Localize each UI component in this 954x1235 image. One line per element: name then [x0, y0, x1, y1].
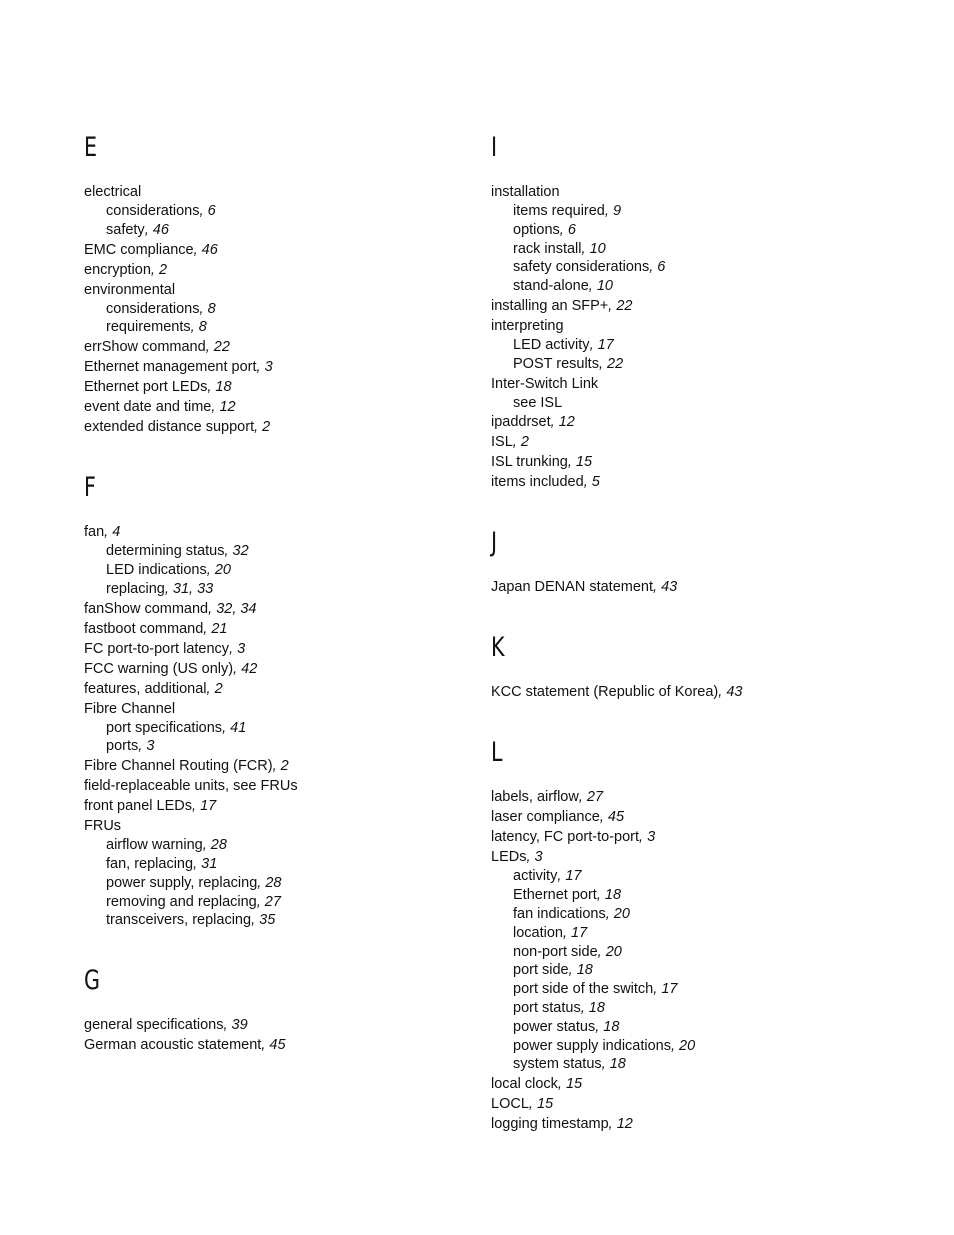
entry-term: labels, airflow [491, 789, 579, 806]
index-entry [491, 316, 911, 336]
index-entry: general specifications, 39 [84, 1017, 248, 1034]
entry-term: fan, replacing [106, 855, 194, 872]
index-entry: FCC warning (US only), 42 [84, 660, 258, 677]
entry-term: power supply indications [513, 1037, 671, 1054]
entry-page-ref[interactable]: 28 [210, 837, 227, 854]
index-subentry: POST results, 22 [513, 355, 624, 372]
entry-page-ref[interactable]: 3 [647, 829, 656, 846]
index-entry [84, 280, 464, 300]
index-subentry: determining status, 32 [106, 543, 249, 560]
index-subentry: port specifications, 41 [106, 719, 247, 736]
index-column-left [84, 130, 464, 1088]
entry-page-ref[interactable]: 45 [269, 1037, 286, 1054]
index-entry: FC port-to-port latency, 3 [84, 640, 246, 657]
entry-term: KCC statement (Republic of Korea) [491, 684, 719, 701]
index-section-i [491, 130, 911, 492]
entry-term: latency, FC port-to-port [491, 829, 640, 846]
section-letter: F [84, 472, 96, 504]
entry-page-ref[interactable]: 28 [265, 874, 282, 891]
index-section-f [84, 470, 464, 930]
entry-page-ref[interactable]: 4 [112, 524, 121, 541]
section-letter: K [491, 632, 505, 664]
entry-page-ref[interactable]: 17 [661, 981, 678, 998]
entry-page-ref[interactable]: 18 [215, 379, 232, 396]
entry-term: ISL [491, 434, 513, 451]
index-section-l [491, 735, 911, 1134]
section-letter: L [491, 737, 503, 769]
entry-page-ref[interactable]: 15 [575, 454, 593, 471]
entry-term: items required [513, 203, 605, 219]
index-section-e [84, 130, 464, 437]
entry-page-ref[interactable]: 35 [259, 912, 276, 929]
entry-term: items included [491, 474, 584, 491]
index-entry [84, 776, 464, 796]
index-subentry: replacing, 31, 33 [106, 580, 214, 597]
index-entry: labels, airflow, 27 [491, 789, 604, 806]
entry-page-ref[interactable]: 31, 33 [172, 580, 214, 597]
entry-term: considerations [106, 203, 200, 219]
entry-page-ref[interactable]: 10 [589, 240, 606, 257]
index-entry: Ethernet management port, 3 [84, 359, 273, 376]
index-subentry: port side, 18 [513, 962, 593, 979]
entry-term: removing and replacing [106, 893, 257, 910]
entry-term: port side of the switch [513, 981, 654, 998]
entry-page-ref[interactable]: 5 [591, 474, 600, 491]
entry-term: fanShow command [84, 600, 209, 617]
index-entry: KCC statement (Republic of Korea), 43 [491, 684, 743, 701]
index-subentry: ports, 3 [106, 738, 155, 755]
entry-page-ref[interactable]: 3 [146, 738, 155, 755]
index-entry: ISL, 2 [491, 434, 529, 451]
index-entry: extended distance support, 2 [84, 419, 271, 436]
index-section-k [491, 630, 911, 702]
entry-page-ref[interactable]: 17 [200, 798, 217, 815]
entry-term: safety considerations [513, 259, 650, 276]
entry-page-ref[interactable]: 10 [596, 278, 613, 295]
index-entry [491, 374, 911, 394]
entry-term: local clock [491, 1076, 558, 1093]
index-subentry [491, 394, 911, 413]
index-subentry: location, 17 [513, 924, 588, 941]
entry-term: power status [513, 1018, 596, 1035]
index-entry: logging timestamp, 12 [491, 1116, 633, 1133]
entry-term: fan [84, 524, 105, 541]
entry-term: Ethernet port [513, 887, 597, 904]
index-entry [84, 699, 464, 719]
entry-page-ref[interactable]: 18 [609, 1056, 626, 1073]
index-entry: latency, FC port-to-port, 3 [491, 829, 656, 846]
entry-page-ref[interactable]: 6 [567, 221, 576, 238]
index-subentry: LED indications, 20 [106, 561, 231, 578]
entry-term: stand-alone [513, 278, 589, 295]
index-subentry: airflow warning, 28 [106, 837, 227, 854]
entry-page-ref[interactable]: 46 [201, 241, 218, 258]
entry-page-ref[interactable]: 2 [280, 758, 289, 775]
index-subentry: Ethernet port, 18 [513, 887, 622, 904]
index-entry: installing an SFP+, 22 [491, 297, 633, 314]
entry-page-ref[interactable]: 9 [612, 203, 622, 219]
index-entry: LEDs, 3 [491, 849, 543, 866]
entry-term: ports [106, 738, 139, 755]
section-letter: I [491, 132, 498, 163]
index-subentry: fan indications, 20 [513, 905, 630, 922]
entry-page-ref[interactable]: 21 [211, 620, 228, 637]
entry-page-ref[interactable]: 6 [657, 259, 666, 276]
entry-page-ref[interactable]: 18 [604, 887, 622, 904]
entry-page-ref[interactable]: 12 [616, 1116, 633, 1133]
entry-term: environmental [84, 281, 176, 298]
entry-term: fan indications [513, 905, 606, 922]
entry-term: fastboot command [84, 620, 204, 637]
entry-term: FRUs [84, 818, 122, 835]
entry-page-ref[interactable]: 18 [576, 962, 593, 979]
entry-term: FCC warning (US only) [84, 660, 234, 677]
entry-term: requirements [106, 319, 191, 336]
index-entry: fastboot command, 21 [84, 620, 228, 637]
entry-term: logging timestamp [491, 1116, 609, 1133]
entry-page-ref[interactable]: 8 [198, 319, 207, 336]
entry-term: general specifications [84, 1017, 224, 1034]
entry-page-ref[interactable]: 17 [597, 336, 614, 353]
entry-page-ref[interactable]: 22 [616, 297, 633, 314]
entry-page-ref[interactable]: 17 [571, 924, 588, 941]
index-entry: EMC compliance, 46 [84, 241, 218, 258]
entry-page-ref[interactable]: 20 [605, 943, 622, 960]
entry-page-ref[interactable]: 15 [536, 1096, 554, 1113]
index-subentry: stand-alone, 10 [513, 278, 613, 295]
entry-term: encryption [84, 261, 151, 278]
index-subentry: rack install, 10 [513, 240, 606, 257]
entry-page-ref[interactable]: 2 [262, 419, 271, 436]
entry-page-ref[interactable]: 8 [207, 300, 216, 317]
entry-term: port side [513, 962, 569, 979]
index-subentry: power supply, replacing, 28 [106, 874, 282, 891]
entry-page-ref[interactable]: 12 [219, 399, 236, 416]
entry-page-ref[interactable]: 12 [558, 414, 575, 431]
entry-term: event date and time [84, 399, 212, 416]
index-subentry: options, 6 [513, 221, 576, 238]
index-column-right [491, 130, 911, 1167]
index-entry: features, additional, 2 [84, 680, 223, 697]
index-entry: encryption, 2 [84, 261, 168, 278]
entry-page-ref[interactable]: 20 [214, 561, 231, 578]
entry-term: replacing [106, 580, 165, 597]
index-entry: Fibre Channel Routing (FCR), 2 [84, 758, 289, 775]
entry-term: POST results [513, 355, 599, 372]
entry-term: Inter-Switch Link [491, 375, 599, 392]
index-entry: fan, 4 [84, 524, 121, 541]
entry-term: electrical [84, 184, 142, 200]
entry-term: safety [106, 221, 145, 238]
entry-term: errShow command [84, 339, 206, 356]
entry-page-ref[interactable]: 18 [588, 999, 605, 1016]
entry-term: interpreting [491, 317, 564, 334]
index-entry: errShow command, 22 [84, 339, 230, 356]
entry-term: front panel LEDs [84, 798, 193, 815]
index-subentry: safety considerations, 6 [513, 259, 666, 276]
entry-term: installation [491, 184, 560, 200]
index-entry: Ethernet port LEDs, 18 [84, 379, 232, 396]
index-subentry: LED activity, 17 [513, 336, 614, 353]
index-subentry: considerations, 8 [106, 300, 216, 317]
index-entry: items included, 5 [491, 474, 600, 491]
index-section-j [491, 525, 911, 597]
entry-term: field-replaceable units, see FRUs [84, 778, 298, 795]
entry-page-ref[interactable]: 18 [603, 1018, 620, 1035]
entry-term: extended distance support [84, 419, 255, 436]
index-entry: front panel LEDs, 17 [84, 798, 217, 815]
entry-page-ref[interactable]: 45 [607, 809, 625, 826]
index-entry: LOCL, 15 [491, 1096, 554, 1113]
entry-page-ref[interactable]: 46 [152, 221, 169, 238]
entry-page-ref[interactable]: 27 [586, 789, 604, 806]
index-subentry: requirements, 8 [106, 319, 207, 336]
entry-term: LED activity [513, 336, 590, 353]
entry-page-ref[interactable]: 42 [241, 660, 258, 677]
index-entry [84, 182, 464, 202]
index-subentry: non-port side, 20 [513, 943, 622, 960]
entry-term: transceivers, replacing [106, 912, 252, 929]
entry-term: see ISL [513, 394, 563, 411]
index-subentry: port side of the switch, 17 [513, 981, 678, 998]
section-letter: J [491, 527, 498, 559]
entry-term: installing an SFP+ [491, 297, 609, 314]
entry-term: airflow warning [106, 837, 203, 854]
entry-term: Fibre Channel Routing (FCR) [84, 758, 273, 775]
entry-term: rack install [513, 240, 582, 257]
entry-term: activity [513, 868, 558, 885]
entry-term: Ethernet management port [84, 359, 257, 376]
entry-term: ISL trunking [491, 454, 568, 471]
entry-page-ref[interactable]: 32 [232, 543, 249, 560]
index-subentry: removing and replacing, 27 [106, 893, 281, 910]
entry-term: features, additional [84, 680, 207, 697]
entry-page-ref[interactable]: 6 [207, 203, 216, 219]
entry-page-ref[interactable]: 41 [230, 719, 247, 736]
index-subentry: fan, replacing, 31 [106, 855, 218, 872]
entry-page-ref[interactable]: 17 [565, 868, 582, 885]
index-subentry: safety, 46 [106, 221, 169, 238]
entry-term: options [513, 221, 560, 238]
entry-page-ref[interactable]: 3 [264, 359, 273, 376]
entry-page-ref[interactable]: 3 [237, 640, 246, 657]
entry-term: German acoustic statement [84, 1037, 262, 1054]
entry-term: EMC compliance [84, 241, 194, 258]
index-entry: laser compliance, 45 [491, 809, 625, 826]
index-entry [84, 816, 464, 836]
index-subentry: considerations, 6 [106, 203, 216, 219]
index-subentry: transceivers, replacing, 35 [106, 912, 276, 929]
section-letter: G [84, 965, 101, 997]
index-subentry: items required, 9 [513, 203, 622, 219]
entry-page-ref[interactable]: 2 [158, 261, 168, 278]
entry-page-ref[interactable]: 22 [213, 339, 230, 356]
entry-page-ref[interactable]: 3 [534, 849, 543, 866]
index-subentry: power supply indications, 20 [513, 1037, 696, 1054]
entry-term: port status [513, 999, 581, 1016]
entry-term: port specifications [106, 719, 223, 736]
entry-page-ref[interactable]: 39 [231, 1017, 248, 1034]
entry-page-ref[interactable]: 20 [613, 905, 630, 922]
entry-term: LEDs [491, 849, 527, 866]
entry-page-ref[interactable]: 31 [201, 855, 218, 872]
index-subentry: system status, 18 [513, 1056, 626, 1073]
entry-term: FC port-to-port latency [84, 640, 230, 657]
entry-term: power supply, replacing [106, 874, 258, 891]
entry-term: Japan DENAN statement [491, 579, 653, 596]
entry-page-ref[interactable]: 43 [726, 684, 743, 701]
index-entry: ISL trunking, 15 [491, 454, 593, 471]
entry-page-ref[interactable]: 27 [264, 893, 281, 910]
index-entry: event date and time, 12 [84, 399, 236, 416]
entry-page-ref[interactable]: 2 [520, 434, 529, 451]
section-letter: E [84, 132, 98, 163]
entry-page-ref[interactable]: 32, 34 [216, 600, 257, 617]
entry-term: Fibre Channel [84, 700, 176, 717]
entry-term: determining status [106, 543, 225, 560]
entry-term: LED indications [106, 561, 207, 578]
index-entry: fanShow command, 32, 34 [84, 600, 257, 617]
index-section-g [84, 963, 464, 1055]
entry-page-ref[interactable]: 43 [661, 579, 678, 596]
entry-term: non-port side [513, 943, 598, 960]
index-entry [491, 182, 911, 202]
entry-term: LOCL [491, 1096, 529, 1113]
entry-page-ref[interactable]: 2 [214, 680, 223, 697]
entry-page-ref[interactable]: 20 [679, 1037, 696, 1054]
index-subentry: port status, 18 [513, 999, 605, 1016]
index-subentry: power status, 18 [513, 1018, 620, 1035]
entry-term: laser compliance [491, 809, 600, 826]
entry-term: location [513, 924, 563, 941]
entry-term: considerations [106, 300, 200, 317]
entry-page-ref[interactable]: 15 [565, 1076, 583, 1093]
entry-term: ipaddrset [491, 414, 551, 431]
index-entry: Japan DENAN statement, 43 [491, 579, 678, 596]
entry-page-ref[interactable]: 22 [607, 355, 624, 372]
index-subentry: activity, 17 [513, 868, 582, 885]
index-entry: German acoustic statement, 45 [84, 1037, 286, 1054]
index-entry: local clock, 15 [491, 1076, 583, 1093]
entry-term: system status [513, 1056, 602, 1073]
index-entry: ipaddrset, 12 [491, 414, 575, 431]
entry-term: Ethernet port LEDs [84, 379, 208, 396]
